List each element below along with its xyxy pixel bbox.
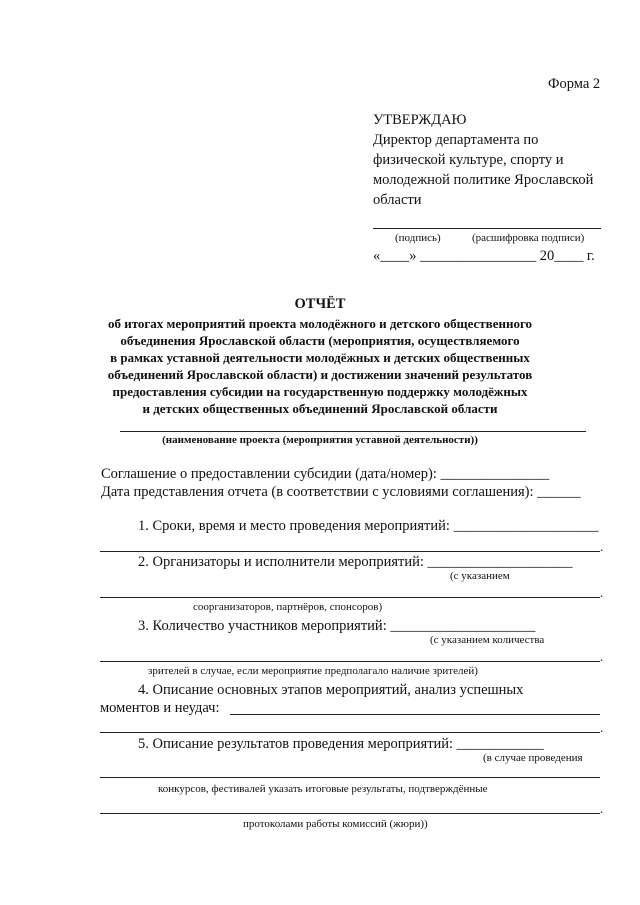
report-subtitle-line: и детских общественных объединений Ярославской области (142, 401, 498, 416)
approval-position-line: Директор департамента по (373, 132, 539, 148)
line-end-mark: . (600, 720, 604, 735)
approval-date-line: «____» ________________ 20____ г. (373, 248, 595, 264)
item-3-note: (с указанием количества (430, 634, 545, 646)
report-subtitle-line: объединений Ярославской области) и достижении значений результатов (107, 367, 533, 382)
line-end-mark: . (600, 649, 604, 664)
item-3-fill-line (100, 661, 600, 662)
item-4-fill-line (100, 732, 600, 733)
approval-position-line: молодежной политике Ярославской (373, 172, 594, 188)
project-name-caption: (наименование проекта (мероприятия уставной деятельности)) (162, 434, 478, 446)
item-3-participants: 3. Количество участников мероприятий: ____________________ (138, 618, 536, 634)
report-date-line: Дата представления отчета (в соответствии с условиями соглашения): ______ (101, 484, 581, 500)
project-name-line (120, 431, 586, 432)
item-5-note: конкурсов, фестивалей указать итоговые результаты, подтверждённые (158, 783, 488, 795)
item-5-note: протоколами работы комиссий (жюри)) (243, 818, 428, 830)
approval-position-line: области (373, 192, 422, 208)
agreement-line: Соглашение о предоставлении субсидии (дата/номер): _______________ (101, 466, 550, 482)
item-5-fill-line (100, 777, 600, 778)
item-1-deadlines: 1. Сроки, время и место проведения мероприятий: ____________________ (138, 518, 599, 534)
signature-caption: (подпись) (395, 232, 441, 244)
item-5-fill-line (100, 813, 600, 814)
item-2-note: (с указанием (450, 570, 510, 582)
approval-heading: УТВЕРЖДАЮ (373, 112, 467, 128)
item-5-note: (в случае проведения (483, 752, 583, 764)
form-number: Форма 2 (548, 76, 601, 92)
signature-line (373, 228, 601, 229)
line-end-mark: . (600, 801, 604, 816)
line-end-mark: . (600, 539, 604, 554)
item-1-fill-line (100, 551, 600, 552)
item-2-fill-line (100, 597, 600, 598)
item-2-note: соорганизаторов, партнёров, спонсоров) (193, 601, 383, 613)
report-subtitle-line: об итогах мероприятий проекта молодёжного и детского общественного (107, 316, 533, 331)
report-title: ОТЧЁТ (294, 296, 346, 312)
report-subtitle-line: предоставления субсидии на государственную поддержку молодёжных (112, 384, 528, 399)
line-end-mark: . (600, 585, 604, 600)
item-2-organizers: 2. Организаторы и исполнители мероприятий: ____________________ (138, 554, 573, 570)
approval-position-line: физической культуре, спорту и (373, 152, 564, 168)
item-3-note: зрителей в случае, если мероприятие предполагало наличие зрителей) (148, 665, 478, 677)
report-subtitle-line: в рамках уставной деятельности молодёжных и детских общественных (110, 350, 530, 365)
item-4-description: моментов и неудач: (100, 700, 220, 716)
decoding-caption: (расшифровка подписи) (472, 232, 585, 244)
report-subtitle-line: объединения Ярославской области (мероприятия, осуществляемого (120, 333, 520, 348)
item-4-description: 4. Описание основных этапов мероприятий, анализ успешных (138, 682, 524, 698)
item-4-fill-line (230, 714, 600, 715)
item-5-results: 5. Описание результатов проведения мероприятий: ____________ (138, 736, 544, 752)
